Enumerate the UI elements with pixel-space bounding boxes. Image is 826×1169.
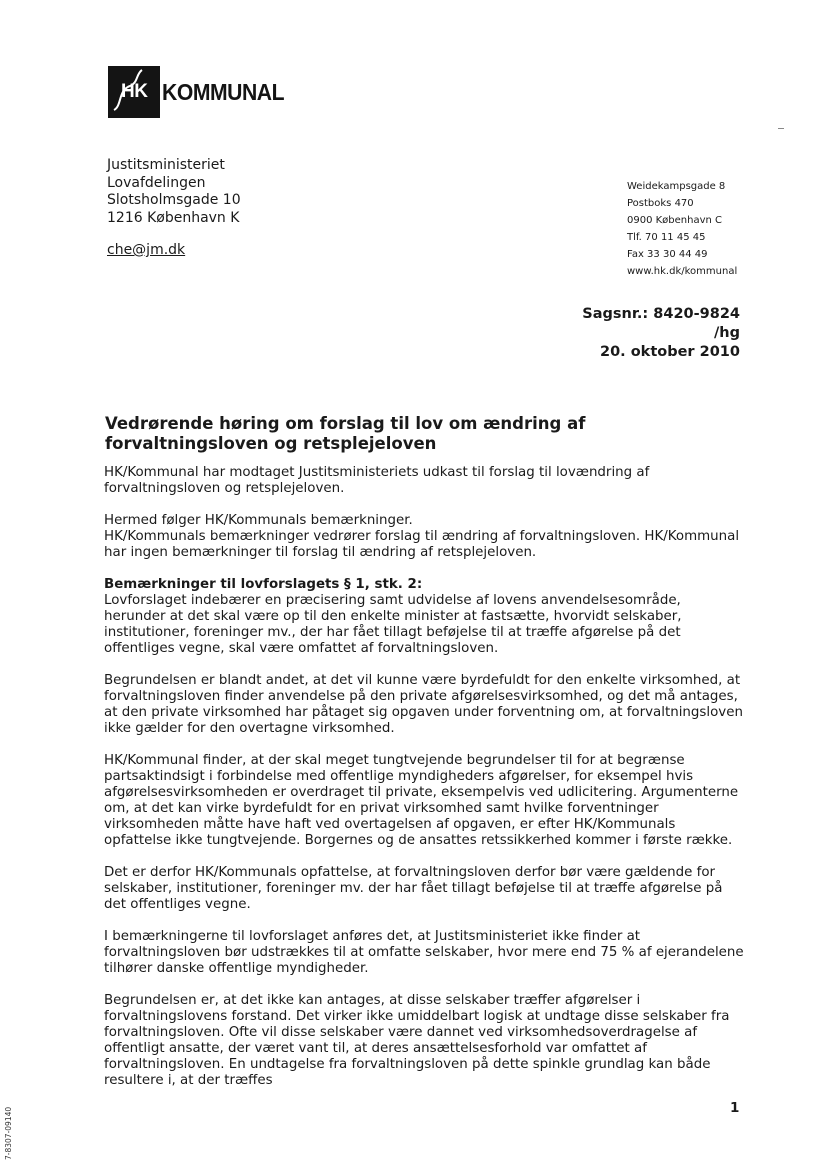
letter-date: 20. oktober 2010: [599, 344, 740, 360]
hk-kommunal-logo: [108, 62, 298, 122]
paragraph: Begrundelsen er blandt andet, at det vil kunne være byrdefuldt for den enkelte virksomhed, at forvaltningsloven finder anvendelse på den private afgørelsesvirksomhed, og det må antages, at den private virksomhed har påtaget sig opgaven under forventning om, at forvaltningsloven ikke gælder for den overtagne virksomhed.: [104, 673, 743, 736]
section-heading: Bemærkninger til lovforslagets § 1, stk. 2:: [104, 577, 423, 592]
paragraph: HK/Kommunal finder, at der skal meget tungtvejende begrundelser til for at begrænse partsaktindsigt i forbindelse med offentlige myndigheders afgørelser, for eksempel hvis afgørelsesvirksomheden er overdraget til private, eksempelvis ved udlicitering. Argumenterne om, at det kan virke byrdefuldt for en privat virksomhed samt hvilke forventninger virksomheden måtte have haft ved overtagelsen af opgaven, er efter HK/Kommunals opfattelse ikke tungtvejende. Borgernes og de ansattes retssikkerhed kommer i første række.: [104, 753, 739, 848]
paragraph: HK/Kommunal har modtaget Justitsministeriets udkast til forslag til lovændring af forvaltningsloven og retsplejeloven.: [104, 465, 650, 496]
section: [104, 577, 744, 657]
sender-line: 0900 København C: [627, 215, 723, 226]
letter-title: Vedrørende høring om forslag til lov om ændring af forvaltningsloven og retsplejeloven: [105, 414, 586, 453]
sender-line: Fax 33 30 44 49: [627, 249, 708, 260]
logo-mark: [108, 66, 160, 118]
paragraph: Begrundelsen er, at det ikke kan antages, at disse selskaber træffer afgørelser i forvaltningslovens forstand. Det virker ikke umiddelbart logisk at undtage disse selskaber fra forvaltningsloven. Ofte vil disse selskaber være dannet ved virksomhedsoverdragelse af offentligt ansatte, der været vant til, at deres ansættelsesforhold var omfattet af forvaltningsloven. En undtagelse fra forvaltningsloven på dette spinkle grundlag kan både resultere i, at der træffes: [104, 993, 730, 1088]
case-reference: [582, 305, 740, 362]
sender-line: Postboks 470: [627, 198, 694, 209]
side-document-code: 7-8307-09140: [4, 1106, 13, 1160]
paragraph: Hermed følger HK/Kommunals bemærkninger.: [104, 513, 413, 528]
scan-mark: [778, 128, 784, 129]
paragraph: Lovforslaget indebærer en præcisering samt udvidelse af lovens anvendelsesområde, herunder at det skal være op til den enkelte minister at fastsætte, hvorvidt selskaber, institutioner, foreninger mv., der har fået tillagt beføjelse til at træffe afgørelse på det offentliges vegne, skal være omfattet af forvaltningsloven.: [104, 593, 682, 656]
recipient-line: Slotsholmsgade 10: [107, 192, 241, 208]
recipient-address: [107, 157, 241, 260]
case-initials: /hg: [714, 325, 740, 341]
recipient-email-link[interactable]: che@jm.dk: [107, 242, 186, 258]
case-number: Sagsnr.: 8420-9824: [582, 306, 740, 322]
paragraph: Det er derfor HK/Kommunals opfattelse, at forvaltningsloven derfor bør være gældende for selskaber, institutioner, foreninger mv. der har fået tillagt beføjelse til at træffe afgørelse på det offentliges vegne.: [104, 865, 723, 912]
logo-wordmark: KOMMUNAL: [162, 78, 285, 105]
recipient-line: Lovafdelingen: [107, 174, 206, 191]
sender-line: www.hk.dk/kommunal: [627, 266, 738, 277]
paragraph: I bemærkningerne til lovforslaget anføres det, at Justitsministeriet ikke finder at forvaltningsloven bør udstrækkes til at omfatte selskaber, hvor mere end 75 % af ejerandelene tilhører danske offentlige myndigheder.: [104, 929, 744, 976]
page-number: 1: [730, 1100, 740, 1116]
logo-hk-text: HK: [121, 81, 148, 102]
letter-body: [104, 465, 744, 1105]
recipient-line: Justitsministeriet: [107, 157, 225, 173]
sender-address: [627, 178, 737, 280]
paragraph: HK/Kommunals bemærkninger vedrører forslag til ændring af forvaltningsloven. HK/Kommunal har ingen bemærkninger til forslag til ændring af retsplejeloven.: [104, 529, 740, 560]
recipient-line: 1216 København K: [107, 209, 240, 226]
sender-line: Tlf. 70 11 45 45: [627, 232, 706, 243]
sender-line: Weidekampsgade 8: [627, 181, 726, 192]
